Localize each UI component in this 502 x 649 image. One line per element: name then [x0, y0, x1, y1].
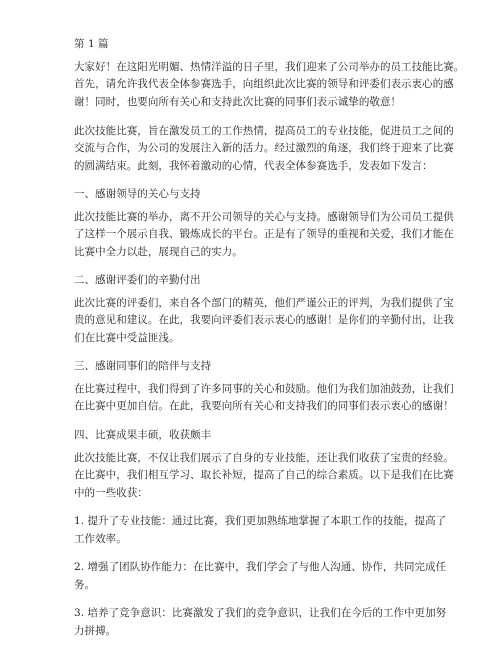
- paragraph-line: 在比赛过程中，我们得到了许多同事的关心和鼓励。他们为我们加油鼓劲，让我们: [74, 383, 454, 395]
- paragraph-line: 在比赛中，我们相互学习、取长补短，提高了自己的综合素质。以下是我们在比赛: [74, 469, 454, 481]
- paragraph-line: 此次技能比赛，不仅让我们展示了自身的专业技能，还让我们收获了宝贵的经验。: [74, 452, 454, 464]
- paragraph-line: 首先，请允许我代表全体参赛选手，向组织此次比赛的领导和评委们表示衷心的感: [74, 78, 454, 90]
- paragraph-line: 此次技能比赛的举办，离不开公司领导的关心与支持。感谢领导们为公司员工提供: [74, 211, 454, 223]
- list-item-line: 3. 培养了竞争意识：比赛激发了我们的竞争意识，让我们在今后的工作中更加努: [74, 607, 447, 619]
- paragraph-line: 大家好！在这阳光明媚、热情洋溢的日子里，我们迎来了公司举办的员工技能比赛。: [74, 61, 465, 73]
- paragraph-line: 贵的意见和建议。在此，我要向评委们表示衷心的感谢！是你们的辛勤付出，让我: [74, 314, 454, 326]
- paragraph-line: 的圆满结束。此刻，我怀着激动的心情，代表全体参赛选手，发表如下发言：: [74, 160, 433, 172]
- list-item-line: 1. 提升了专业技能：通过比赛，我们更加熟练地掌握了本职工作的技能，提高了: [74, 515, 447, 527]
- paragraph-line: 了这样一个展示自我、锻炼成长的平台。正是有了领导的重视和关爱，我们才能在: [74, 228, 454, 240]
- paragraph-line: 交流与合作，为公司的发展注入新的活力。经过激烈的角逐，我们终于迎来了比赛: [74, 142, 454, 154]
- paragraph-line: 中的一些收获：: [74, 487, 148, 499]
- paragraph-line: 谢！同时，也要向所有关心和支持此次比赛的同事们表示诚挚的敬意！: [74, 96, 402, 108]
- list-item-line: 工作效率。: [74, 533, 127, 545]
- paragraph-line: 此次比赛的评委们，来自各个部门的精英，他们严谨公正的评判，为我们提供了宝: [74, 297, 454, 309]
- section-heading: 四、比赛成果丰硕，收获颇丰: [74, 429, 212, 441]
- paragraph-line: 此次技能比赛，旨在激发员工的工作热情，提高员工的专业技能，促进员工之间的: [74, 125, 454, 137]
- list-item-line: 2. 增强了团队协作能力：在比赛中，我们学会了与他人沟通、协作，共同完成任: [74, 561, 447, 573]
- paragraph-line: 比赛中全力以赴，展现自己的实力。: [74, 246, 243, 258]
- list-item-line: 力拼搏。: [74, 625, 117, 637]
- section-heading: 二、感谢评委们的辛勤付出: [74, 274, 201, 286]
- paragraph-line: 们在比赛中受益匪浅。: [74, 332, 180, 344]
- section-heading: 三、感谢同事们的陪伴与支持: [74, 360, 212, 372]
- section-heading: 第 1 篇: [74, 38, 109, 50]
- section-heading: 一、感谢领导的关心与支持: [74, 188, 201, 200]
- list-item-line: 务。: [74, 579, 96, 591]
- paragraph-line: 在比赛中更加自信。在此，我要向所有关心和支持我们的同事们表示衷心的感谢！: [74, 400, 454, 412]
